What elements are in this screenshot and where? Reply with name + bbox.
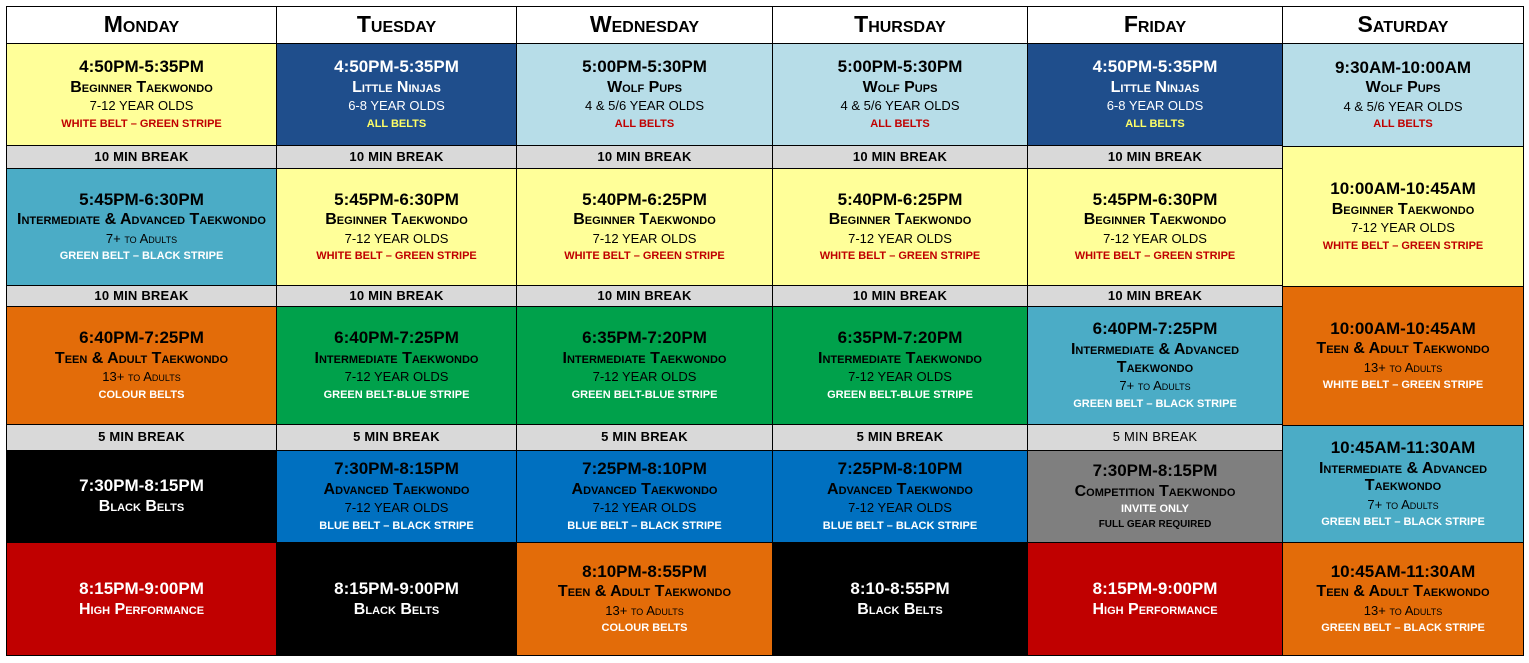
class-time: 8:15PM-9:00PM xyxy=(79,578,204,598)
class-time: 6:40PM-7:25PM xyxy=(1092,319,1218,339)
day-header-saturday xyxy=(1282,6,1524,44)
class-name: Teen & Adult Taekwondo xyxy=(1316,340,1490,358)
class-name: Intermediate & Advanced Taekwondo xyxy=(1318,459,1488,495)
break-label: 10 MIN BREAK xyxy=(597,287,692,303)
class-name: Competition Taekwondo xyxy=(1074,482,1236,500)
class-block-saturday-4 xyxy=(1282,425,1524,543)
day-header-wednesday xyxy=(516,6,773,44)
class-name: Black Belts xyxy=(98,498,185,516)
class-time: 5:45PM-6:30PM xyxy=(79,189,204,209)
break-monday-1 xyxy=(6,145,277,169)
class-time: 5:40PM-6:25PM xyxy=(837,189,963,209)
class-name: Beginner Taekwondo xyxy=(573,211,716,229)
class-time: 6:35PM-7:20PM xyxy=(582,328,707,348)
class-age: 4 & 5/6 YEAR OLDS xyxy=(840,98,960,114)
class-time: 10:45AM-11:30AM xyxy=(1330,561,1476,581)
class-age: 6-8 YEAR OLDS xyxy=(1106,98,1204,114)
class-name: Beginner Taekwondo xyxy=(828,211,972,229)
class-age: 7-12 YEAR OLDS xyxy=(848,500,952,516)
class-time: 7:30PM-8:15PM xyxy=(1092,460,1218,480)
class-belt: GREEN BELT – BLACK STRIPE xyxy=(1073,397,1237,410)
class-block-thursday-1 xyxy=(772,43,1028,146)
class-block-monday-2 xyxy=(6,168,277,286)
class-block-thursday-4 xyxy=(772,450,1028,543)
class-block-wednesday-5 xyxy=(516,542,773,656)
class-block-friday-3 xyxy=(1027,306,1283,425)
break-tuesday-1 xyxy=(276,145,517,169)
class-block-tuesday-5 xyxy=(276,542,517,656)
class-age: 7-12 YEAR OLDS xyxy=(592,500,697,516)
class-name: Advanced Taekwondo xyxy=(827,480,973,498)
class-block-tuesday-1 xyxy=(276,43,517,146)
class-note: INVITE ONLY xyxy=(1120,503,1190,516)
class-belt: WHITE BELT – GREEN STRIPE xyxy=(819,250,981,263)
class-time: 6:40PM-7:25PM xyxy=(79,328,204,348)
class-name: Teen & Adult Taekwondo xyxy=(54,349,229,367)
class-name: High Performance xyxy=(78,600,205,618)
class-belt: WHITE BELT – GREEN STRIPE xyxy=(1322,379,1484,392)
break-label: 5 MIN BREAK xyxy=(98,429,185,445)
class-block-wednesday-2 xyxy=(516,168,773,286)
day-label: Wednesday xyxy=(589,11,700,38)
class-name: Beginner Taekwondo xyxy=(70,78,213,96)
break-thursday-1 xyxy=(772,145,1028,169)
break-label: 10 MIN BREAK xyxy=(94,287,189,303)
class-belt: WHITE BELT – GREEN STRIPE xyxy=(316,250,477,263)
class-time: 8:15PM-9:00PM xyxy=(1092,578,1218,598)
class-block-wednesday-3 xyxy=(516,306,773,425)
break-label: 10 MIN BREAK xyxy=(1107,287,1203,303)
break-label: 10 MIN BREAK xyxy=(94,148,189,164)
class-time: 4:50PM-5:35PM xyxy=(1092,57,1218,77)
class-name: Intermediate & Advanced Taekwondo xyxy=(1070,341,1240,376)
class-time: 7:30PM-8:15PM xyxy=(334,459,459,479)
class-time: 10:00AM-10:45AM xyxy=(1330,179,1476,199)
class-name: Little Ninjas xyxy=(1110,78,1200,96)
break-friday-3 xyxy=(1027,424,1283,451)
class-belt: ALL BELTS xyxy=(1373,118,1433,131)
class-time: 6:40PM-7:25PM xyxy=(334,328,459,348)
day-header-thursday xyxy=(772,6,1028,44)
class-time: 5:45PM-6:30PM xyxy=(1092,189,1218,209)
break-tuesday-2 xyxy=(276,285,517,307)
break-label: 5 MIN BREAK xyxy=(1112,429,1198,445)
class-time: 8:10-8:55PM xyxy=(850,578,950,598)
class-block-monday-3 xyxy=(6,306,277,425)
class-age: 13+ to Adults xyxy=(102,369,181,385)
class-name: Intermediate & Advanced Taekwondo xyxy=(17,211,266,229)
class-time: 10:00AM-10:45AM xyxy=(1330,318,1476,338)
class-block-wednesday-4 xyxy=(516,450,773,543)
class-time: 10:45AM-11:30AM xyxy=(1330,437,1476,457)
class-block-tuesday-2 xyxy=(276,168,517,286)
class-schedule-grid xyxy=(6,6,1524,656)
break-wednesday-1 xyxy=(516,145,773,169)
class-belt: ALL BELTS xyxy=(870,117,930,130)
class-block-monday-4 xyxy=(6,450,277,543)
class-time: 6:35PM-7:20PM xyxy=(837,328,963,348)
class-age: 4 & 5/6 YEAR OLDS xyxy=(585,98,704,114)
class-name: Teen & Adult Taekwondo xyxy=(1316,583,1490,601)
class-block-tuesday-3 xyxy=(276,306,517,425)
break-tuesday-3 xyxy=(276,424,517,451)
class-age: 7+ to Adults xyxy=(105,230,178,246)
class-block-monday-1 xyxy=(6,43,277,146)
break-wednesday-2 xyxy=(516,285,773,307)
break-label: 10 MIN BREAK xyxy=(349,148,444,164)
class-block-saturday-5 xyxy=(1282,542,1524,656)
break-label: 10 MIN BREAK xyxy=(597,148,692,164)
class-belt: GREEN BELT-BLUE STRIPE xyxy=(323,388,470,401)
class-name: High Performance xyxy=(1092,600,1218,618)
class-belt: WHITE BELT – GREEN STRIPE xyxy=(564,250,725,263)
class-belt: FULL GEAR REQUIRED xyxy=(1098,519,1212,531)
day-label: Thursday xyxy=(854,11,946,38)
class-age: 4 & 5/6 YEAR OLDS xyxy=(1343,98,1463,114)
class-time: 4:50PM-5:35PM xyxy=(334,57,459,77)
class-block-friday-4 xyxy=(1027,450,1283,543)
break-label: 5 MIN BREAK xyxy=(601,429,688,445)
class-time: 5:40PM-6:25PM xyxy=(582,189,707,209)
day-header-tuesday xyxy=(276,6,517,44)
class-name: Wolf Pups xyxy=(607,78,682,96)
break-thursday-3 xyxy=(772,424,1028,451)
class-block-thursday-5 xyxy=(772,542,1028,656)
class-belt: ALL BELTS xyxy=(1125,117,1185,130)
class-age: 7-12 YEAR OLDS xyxy=(344,369,449,385)
class-age: 6-8 YEAR OLDS xyxy=(348,98,445,114)
class-age: 7-12 YEAR OLDS xyxy=(89,98,194,114)
class-block-friday-5 xyxy=(1027,542,1283,656)
class-name: Advanced Taekwondo xyxy=(323,480,470,498)
class-belt: GREEN BELT-BLUE STRIPE xyxy=(827,388,973,401)
break-monday-3 xyxy=(6,424,277,451)
break-label: 10 MIN BREAK xyxy=(349,287,444,303)
break-friday-1 xyxy=(1027,145,1283,169)
class-name: Wolf Pups xyxy=(862,78,938,96)
day-label: Monday xyxy=(103,11,180,38)
class-belt: BLUE BELT – BLACK STRIPE xyxy=(822,519,978,532)
break-label: 10 MIN BREAK xyxy=(1107,148,1203,164)
class-belt: COLOUR BELTS xyxy=(601,622,688,635)
class-belt: WHITE BELT – GREEN STRIPE xyxy=(61,117,222,130)
class-name: Intermediate Taekwondo xyxy=(818,349,982,367)
class-time: 5:45PM-6:30PM xyxy=(334,189,459,209)
class-age: 13+ to Adults xyxy=(1363,602,1443,618)
class-belt: GREEN BELT – BLACK STRIPE xyxy=(59,250,224,263)
class-belt: BLUE BELT – BLACK STRIPE xyxy=(319,519,474,532)
class-age: 7-12 YEAR OLDS xyxy=(1103,230,1207,246)
class-name: Beginner Taekwondo xyxy=(325,211,468,229)
break-label: 5 MIN BREAK xyxy=(353,429,440,445)
break-monday-2 xyxy=(6,285,277,307)
class-time: 5:00PM-5:30PM xyxy=(837,57,963,77)
break-label: 10 MIN BREAK xyxy=(852,287,948,303)
day-header-monday xyxy=(6,6,277,44)
day-label: Friday xyxy=(1123,11,1187,38)
class-belt: ALL BELTS xyxy=(366,117,427,130)
class-name: Black Belts xyxy=(353,600,440,618)
class-age: 7-12 YEAR OLDS xyxy=(848,369,952,385)
class-block-saturday-1 xyxy=(1282,43,1524,147)
break-label: 10 MIN BREAK xyxy=(852,148,948,164)
class-time: 8:10PM-8:55PM xyxy=(582,561,707,581)
day-header-friday xyxy=(1027,6,1283,44)
class-age: 7-12 YEAR OLDS xyxy=(1351,220,1455,236)
class-name: Little Ninjas xyxy=(352,78,441,96)
class-belt: WHITE BELT – GREEN STRIPE xyxy=(1074,250,1236,263)
class-time: 5:00PM-5:30PM xyxy=(582,57,707,77)
class-age: 7+ to Adults xyxy=(1119,378,1191,394)
class-age: 13+ to Adults xyxy=(605,602,684,618)
class-age: 7-12 YEAR OLDS xyxy=(848,230,952,246)
class-age: 7-12 YEAR OLDS xyxy=(592,369,697,385)
class-name: Wolf Pups xyxy=(1365,79,1441,97)
class-block-monday-5 xyxy=(6,542,277,656)
class-time: 9:30AM-10:00AM xyxy=(1334,57,1472,77)
day-label: Saturday xyxy=(1357,11,1449,38)
class-belt: GREEN BELT – BLACK STRIPE xyxy=(1321,622,1485,635)
class-age: 7+ to Adults xyxy=(1367,496,1439,512)
class-belt: GREEN BELT-BLUE STRIPE xyxy=(571,388,718,401)
class-age: 7-12 YEAR OLDS xyxy=(344,500,449,516)
class-age: 13+ to Adults xyxy=(1363,359,1443,375)
class-block-saturday-3 xyxy=(1282,286,1524,426)
class-block-wednesday-1 xyxy=(516,43,773,146)
class-name: Beginner Taekwondo xyxy=(1083,211,1227,229)
class-block-thursday-2 xyxy=(772,168,1028,286)
class-time: 7:30PM-8:15PM xyxy=(79,476,204,496)
class-time: 7:25PM-8:10PM xyxy=(582,459,707,479)
class-block-friday-1 xyxy=(1027,43,1283,146)
class-name: Intermediate Taekwondo xyxy=(314,349,479,367)
class-name: Beginner Taekwondo xyxy=(1331,200,1475,218)
class-belt: ALL BELTS xyxy=(614,117,675,130)
day-label: Tuesday xyxy=(356,11,437,38)
class-belt: COLOUR BELTS xyxy=(98,388,185,401)
class-age: 7-12 YEAR OLDS xyxy=(592,230,697,246)
class-block-saturday-2 xyxy=(1282,146,1524,287)
class-belt: GREEN BELT – BLACK STRIPE xyxy=(1321,516,1485,529)
class-block-friday-2 xyxy=(1027,168,1283,286)
class-name: Black Belts xyxy=(857,600,943,618)
break-label: 5 MIN BREAK xyxy=(856,429,944,445)
class-time: 8:15PM-9:00PM xyxy=(334,578,459,598)
class-belt: BLUE BELT – BLACK STRIPE xyxy=(567,519,722,532)
class-belt: WHITE BELT – GREEN STRIPE xyxy=(1322,239,1484,252)
class-name: Advanced Taekwondo xyxy=(571,480,718,498)
class-name: Teen & Adult Taekwondo xyxy=(557,583,732,601)
class-block-thursday-3 xyxy=(772,306,1028,425)
class-block-tuesday-4 xyxy=(276,450,517,543)
class-time: 4:50PM-5:35PM xyxy=(79,57,204,77)
break-thursday-2 xyxy=(772,285,1028,307)
class-age: 7-12 YEAR OLDS xyxy=(344,230,449,246)
break-friday-2 xyxy=(1027,285,1283,307)
break-wednesday-3 xyxy=(516,424,773,451)
class-name: Intermediate Taekwondo xyxy=(562,349,727,367)
class-time: 7:25PM-8:10PM xyxy=(837,459,963,479)
